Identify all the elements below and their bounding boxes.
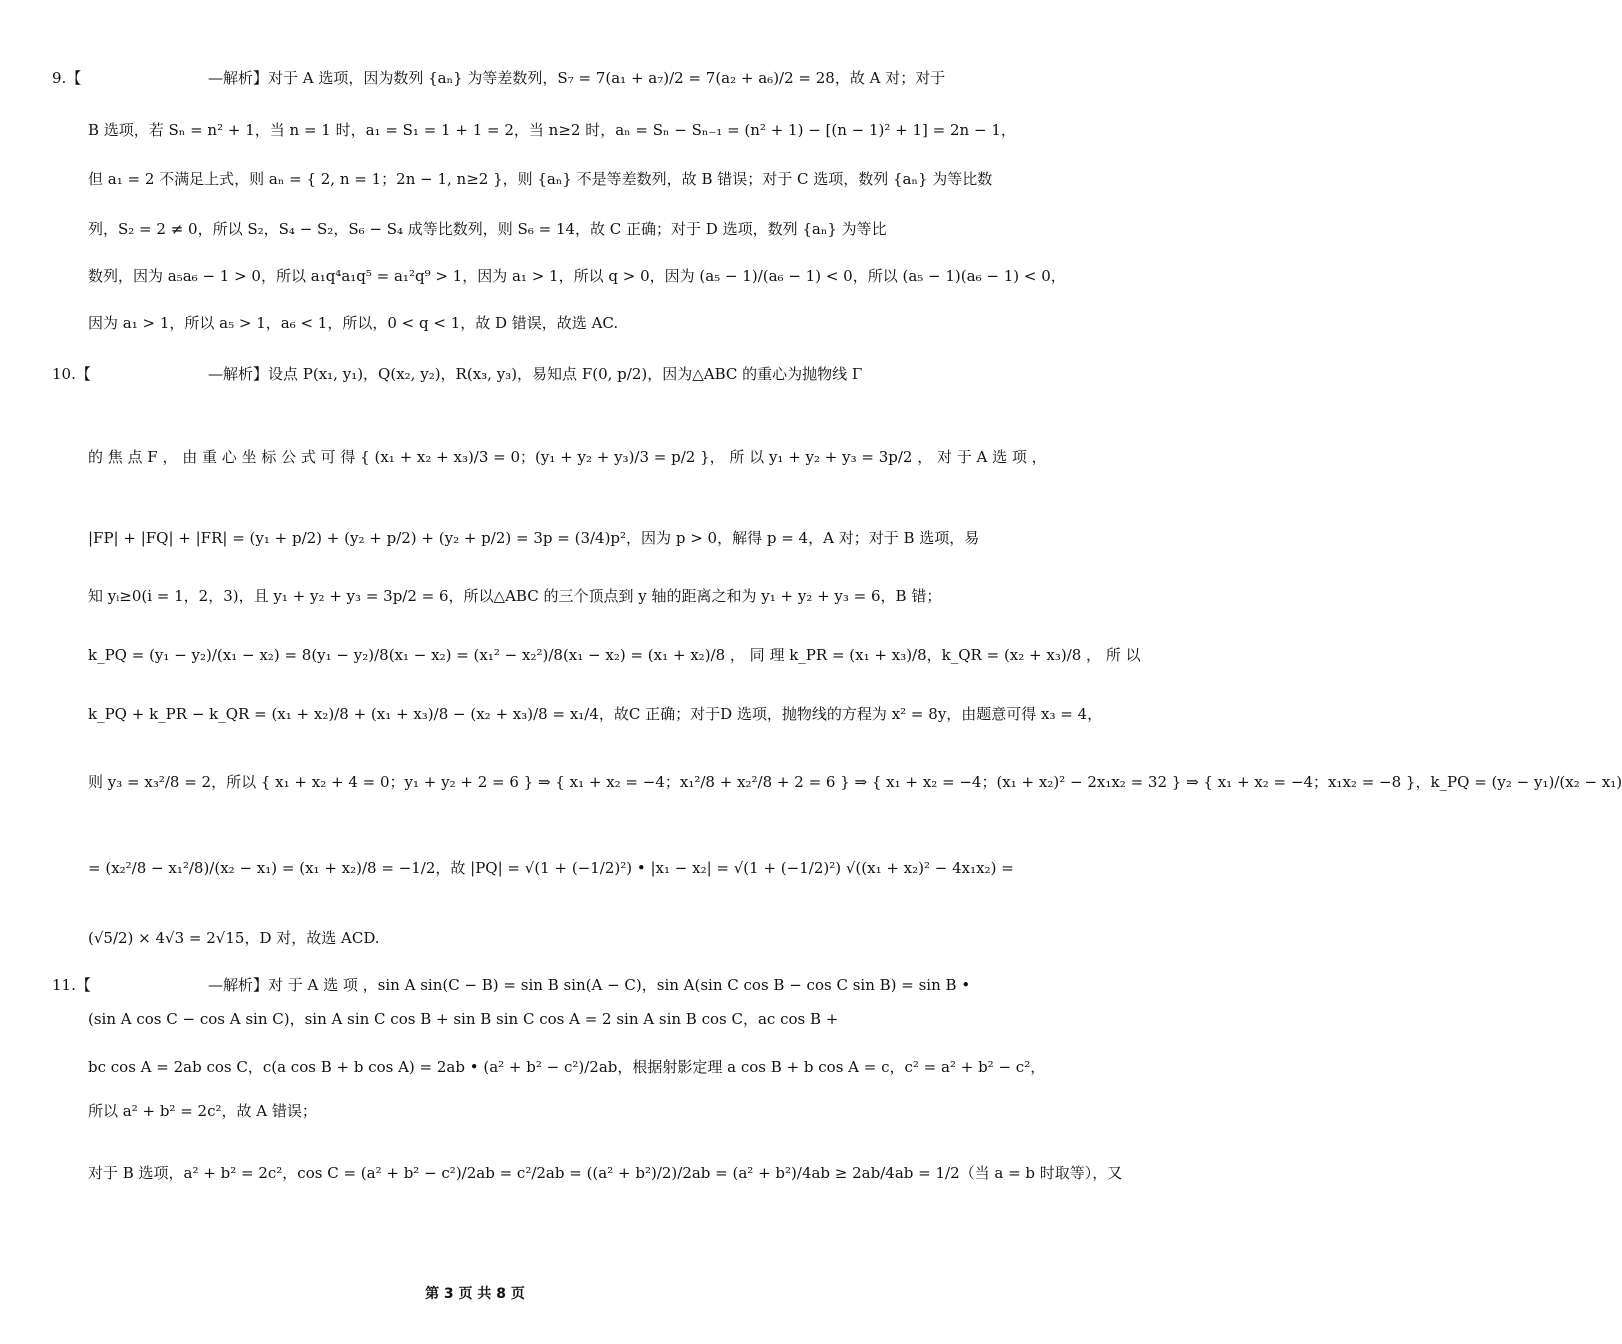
solution-11-line-2: (sin A cos C − cos A sin C)，sin A sin C cos B + sin B sin C cos A = 2 sin A sin B cos C，ac cos B + xyxy=(88,1010,839,1028)
solution-10-line-3: |FP| + |FQ| + |FR| = (y₁ + p/2) + (y₂ + p/2) + (y₂ + p/2) = 3p = (3/4)p²，因为 p > 0，解得 p = 4，A 对；对于 B 选项，易 xyxy=(88,529,980,547)
solution-11-line-1: —解析】对 于 A 选 项 ，sin A sin(C − B) = sin B sin(A − C)，sin A(sin C cos B − cos C sin B) = sin B • xyxy=(208,976,971,994)
solution-10-line-2: 的 焦 点 F ， 由 重 心 坐 标 公 式 可 得 { (x₁ + x₂ + x₃)/3 = 0；(y₁ + y₂ + y₃)/3 = p/2 }， 所 以 y₁ + y₂ + y₃ = 3p/2 ， 对 于 A 选 项 ， xyxy=(88,448,1047,466)
solution-10-line-1: —解析】设点 P(x₁, y₁)，Q(x₂, y₂)，R(x₃, y₃)，易知点 F(0, p/2)，因为△ABC 的重心为抛物线 Γ xyxy=(208,365,863,383)
solution-9-line-6: 因为 a₁ > 1，所以 a₅ > 1，a₆ < 1，所以，0 < q < 1，故 D 错误，故选 AC. xyxy=(88,314,619,332)
solution-9-line-5: 数列，因为 a₅a₆ − 1 > 0，所以 a₁q⁴a₁q⁵ = a₁²q⁹ > 1，因为 a₁ > 1，所以 q > 0，因为 (a₅ − 1)/(a₆ − 1) < 0，所以 (a₅ − 1)(a₆ − 1) < 0， xyxy=(88,267,1066,285)
solution-11-line-5: 对于 B 选项，a² + b² = 2c²，cos C = (a² + b² − c²)/2ab = c²/2ab = ((a² + b²)/2)/2ab = (a² + b²)/4ab ≥ 2ab/4ab = 1/2（当 a = b 时取等），又 xyxy=(88,1164,1123,1182)
solution-10-line-5: k_PQ = (y₁ − y₂)/(x₁ − x₂) = 8(y₁ − y₂)/8(x₁ − x₂) = (x₁² − x₂²)/8(x₁ − x₂) = (x₁ + x₂)/8 ， 同 理 k_PR = (x₁ + x₃)/8，k_QR = (x₂ + x₃)/8 ， 所 以 xyxy=(88,646,1141,664)
solution-11-line-3: bc cos A = 2ab cos C，c(a cos B + b cos A) = 2ab • (a² + b² − c²)/2ab，根据射影定理 a cos B + b cos A = c，c² = a² + b² − c²， xyxy=(88,1058,1046,1076)
item-number-10: 10.【 xyxy=(52,365,91,383)
solution-10-line-8: = (x₂²/8 − x₁²/8)/(x₂ − x₁) = (x₁ + x₂)/8 = −1/2，故 |PQ| = √(1 + (−1/2)²) • |x₁ − x₂| = √(1 + (−1/2)²) √((x₁ + x₂)² − 4x₁x₂) = xyxy=(88,859,1014,877)
solution-10-line-9: (√5/2) × 4√3 = 2√15，D 对，故选 ACD. xyxy=(88,929,380,947)
solution-10-line-7: 则 y₃ = x₃²/8 = 2，所以 { x₁ + x₂ + 4 = 0；y₁ + y₂ + 2 = 6 } ⇒ { x₁ + x₂ = −4；x₁²/8 + x₂²/8 + 2 = 6 } ⇒ { x₁ + x₂ = −4；(x₁ + x₂)² − 2x₁x₂ = 32 } ⇒ { x₁ + x₂ = −4；x₁x₂ = −8 }，k_PQ = (y₂ − y₁)/(x₂ − x₁) xyxy=(88,773,1622,791)
solution-9-line-3: 但 a₁ = 2 不满足上式，则 aₙ = { 2, n = 1；2n − 1, n≥2 }，则 {aₙ} 不是等差数列，故 B 错误；对于 C 选项，数列 {aₙ} 为等比数 xyxy=(88,170,993,188)
item-number-9: 9.【 xyxy=(52,69,82,87)
solution-10-line-4: 知 yᵢ≥0(i = 1，2，3)，且 y₁ + y₂ + y₃ = 3p/2 = 6，所以△ABC 的三个顶点到 y 轴的距离之和为 y₁ + y₂ + y₃ = 6，B 错； xyxy=(88,587,942,605)
solution-10-line-6: k_PQ + k_PR − k_QR = (x₁ + x₂)/8 + (x₁ + x₃)/8 − (x₂ + x₃)/8 = x₁/4，故C 正确；对于D 选项，抛物线的方程为 x² = 8y，由题意可得 x₃ = 4， xyxy=(88,705,1103,723)
solution-9-line-4: 列，S₂ = 2 ≠ 0，所以 S₂，S₄ − S₂，S₆ − S₄ 成等比数列，则 S₆ = 14，故 C 正确；对于 D 选项，数列 {aₙ} 为等比 xyxy=(88,220,887,238)
item-number-11: 11.【 xyxy=(52,976,91,994)
solution-11-line-4: 所以 a² + b² = 2c²，故 A 错误； xyxy=(88,1102,317,1120)
solution-9-line-1: —解析】对于 A 选项，因为数列 {aₙ} 为等差数列，S₇ = 7(a₁ + a₇)/2 = 7(a₂ + a₆)/2 = 28，故 A 对；对于 xyxy=(208,69,946,87)
page-footer: 第 3 页 共 8 页 xyxy=(425,1286,525,1302)
solution-9-line-2: B 选项，若 Sₙ = n² + 1，当 n = 1 时，a₁ = S₁ = 1 + 1 = 2，当 n≥2 时，aₙ = Sₙ − Sₙ₋₁ = (n² + 1) − [(n − 1)² + 1] = 2n − 1， xyxy=(88,121,1016,139)
